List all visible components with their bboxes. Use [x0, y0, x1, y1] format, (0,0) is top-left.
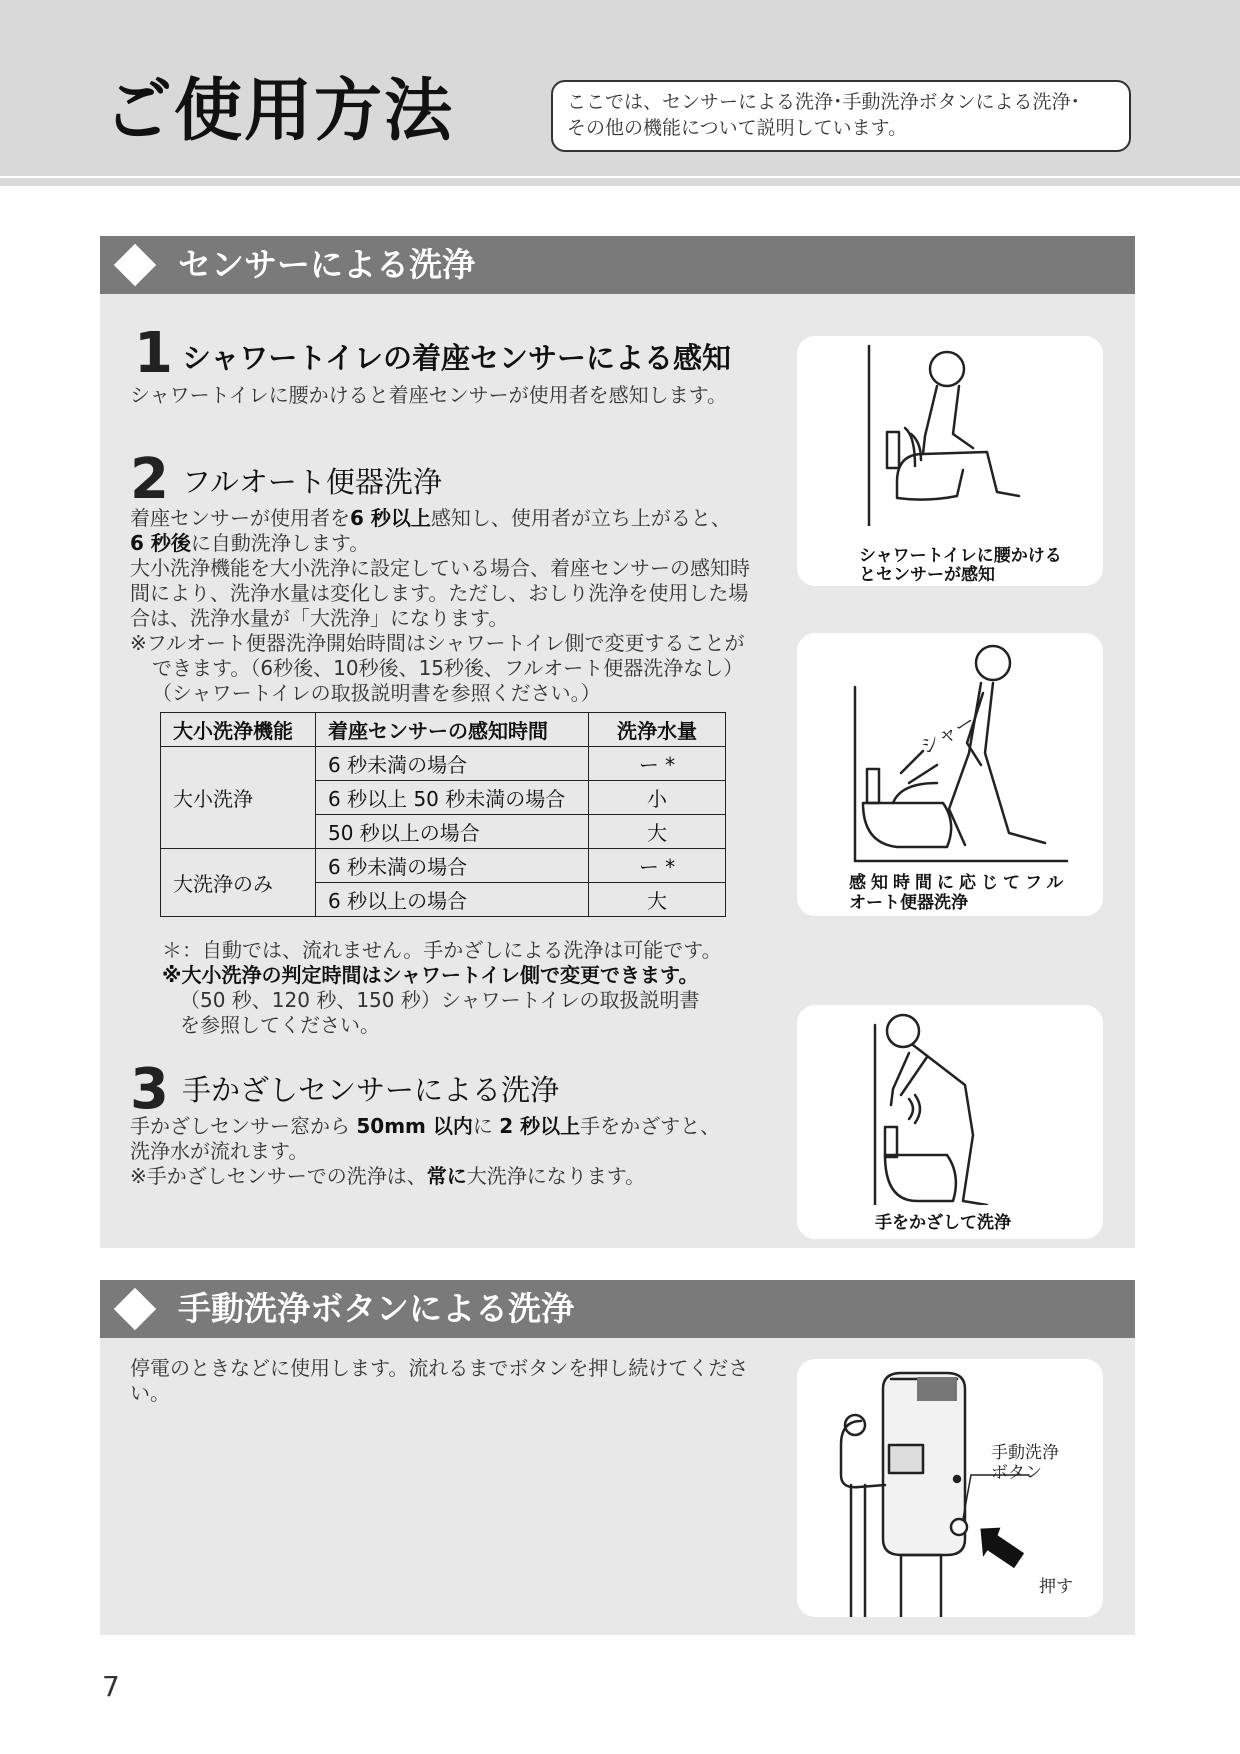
table-cell: ー * — [589, 747, 726, 781]
table-header: 大小洗浄機能 — [161, 713, 316, 747]
page-title: ご使用方法 — [104, 72, 455, 151]
diamond-icon — [114, 1288, 156, 1330]
table-cell: 6 秒未満の場合 — [316, 849, 589, 883]
figure-seated — [797, 336, 1103, 586]
step2-paragraph3: 大小洗浄機能を大小洗浄に設定している場合、着座センサーの感知時間により、洗浄水量は変化します。ただし、おしり洗浄を使用した場合は、洗浄水量が「大洗浄」になります。 — [130, 556, 750, 630]
table-cell: 小 — [589, 781, 726, 815]
footnote-asterisk: ＊：自動では、流れません。手かざしによる洗浄は可能です。 — [162, 938, 722, 962]
section-manual-title: 手動洗浄ボタンによる洗浄 — [178, 1289, 574, 1328]
page-number: 7 — [102, 1670, 120, 1703]
step3-heading: 手かざしセンサーによる洗浄 — [182, 1073, 560, 1107]
hand-sensor-illustration — [797, 1005, 1103, 1205]
footnote-judgement: ※大小洗浄の判定時間はシャワートイレ側で変更できます。 — [162, 963, 699, 987]
footnote-times: （50 秒、120 秒、150 秒）シャワートイレの取扱説明書 — [180, 988, 700, 1012]
seated-person-illustration — [797, 336, 1103, 526]
table-header-row — [161, 713, 726, 747]
step1-text: シャワートイレに腰かけると着座センサーが使用者を感知します。 — [130, 383, 727, 407]
section-sensor-title: センサーによる洗浄 — [178, 245, 475, 284]
push-arrow-icon — [968, 1519, 1028, 1575]
step1-heading: シャワートイレの着座センサーによる感知 — [182, 341, 731, 375]
table-group-cell: 大洗浄のみ — [161, 849, 316, 917]
table-cell: 50 秒以上の場合 — [316, 815, 589, 849]
figure-seated-caption-line1: シャワートイレに腰かける — [859, 546, 1062, 566]
table-cell: 6 秒未満の場合 — [316, 747, 589, 781]
table-cell: 大 — [589, 883, 726, 917]
table-cell: ー * — [589, 849, 726, 883]
figure-standing — [797, 633, 1103, 916]
figure-hand-sensor — [797, 1005, 1103, 1239]
step2-text: 着座センサーが使用者を6 秒以上感知し、使用者が立ち上がると、 6 秒後に自動洗浄します。 大小洗浄機能を大小洗浄に設定している場合、着座センサーの感知時間により、洗浄水量は変化します。ただし、おしり洗浄を使用した場合は、洗浄水量が「大洗浄」になります。 ※フルオート便器洗浄開始時間はシャワートイレ側で変更することができます。（6秒後、10秒後、15秒後、フルオート便器洗浄なし）（シャワートイレの取扱説明書を参照ください。） — [130, 506, 760, 706]
manual-button-label-line1: 手動洗浄 — [991, 1443, 1059, 1463]
table-row — [161, 747, 726, 781]
figure-seated-caption-line2: とセンサーが感知 — [859, 565, 995, 585]
figure-standing-caption-line1: 感知時間に応じてフル — [849, 873, 1069, 893]
table-header: 洗浄水量 — [589, 713, 726, 747]
step3-text: 手かざしセンサー窓から 50mm 以内に 2 秒以上手をかざすと、 洗浄水が流れます。 ※手かざしセンサーでの洗浄は、常に大洗浄になります。 — [130, 1114, 721, 1188]
step2-number: 2 — [130, 447, 169, 512]
table-cell: 6 秒以上 50 秒未満の場合 — [316, 781, 589, 815]
table-group-cell: 大小洗浄 — [161, 747, 316, 849]
table-row — [161, 849, 726, 883]
manual-button-label-line2: ボタン — [991, 1463, 1042, 1483]
step2-heading: フルオート便器洗浄 — [182, 465, 442, 499]
header-divider — [0, 178, 1240, 186]
figure-manual-button — [797, 1359, 1103, 1617]
standing-person-illustration — [797, 633, 1103, 868]
step2-note: ※フルオート便器洗浄開始時間はシャワートイレ側で変更することができます。（6秒後、10秒後、15秒後、フルオート便器洗浄なし）（シャワートイレの取扱説明書を参照ください。） — [130, 631, 745, 705]
step3-number: 3 — [130, 1057, 169, 1122]
table-header: 着座センサーの感知時間 — [316, 713, 589, 747]
header-note — [551, 80, 1131, 152]
push-label: 押す — [1039, 1577, 1073, 1597]
table-cell: 大 — [589, 815, 726, 849]
wash-volume-table — [160, 712, 726, 917]
table-cell: 6 秒以上の場合 — [316, 883, 589, 917]
section-manual-header — [100, 1280, 1135, 1338]
diamond-icon — [114, 244, 156, 286]
figure-standing-caption-line2: オート便器洗浄 — [849, 893, 968, 913]
sound-effect-label: シャー — [915, 708, 980, 760]
header-note-line2: その他の機能について説明しています。 — [567, 117, 908, 139]
footnote-refer: を参照してください。 — [180, 1013, 380, 1037]
header-note-line1: ここでは、センサーによる洗浄･手動洗浄ボタンによる洗浄･ — [567, 91, 1081, 113]
figure-hand-sensor-caption: 手をかざして洗浄 — [875, 1213, 1011, 1233]
section-manual-text: 停電のときなどに使用します。流れるまでボタンを押し続けてください。 — [130, 1356, 749, 1405]
section-sensor-header — [100, 236, 1135, 294]
step1-number: 1 — [134, 321, 173, 386]
table-footnotes — [162, 938, 762, 1038]
